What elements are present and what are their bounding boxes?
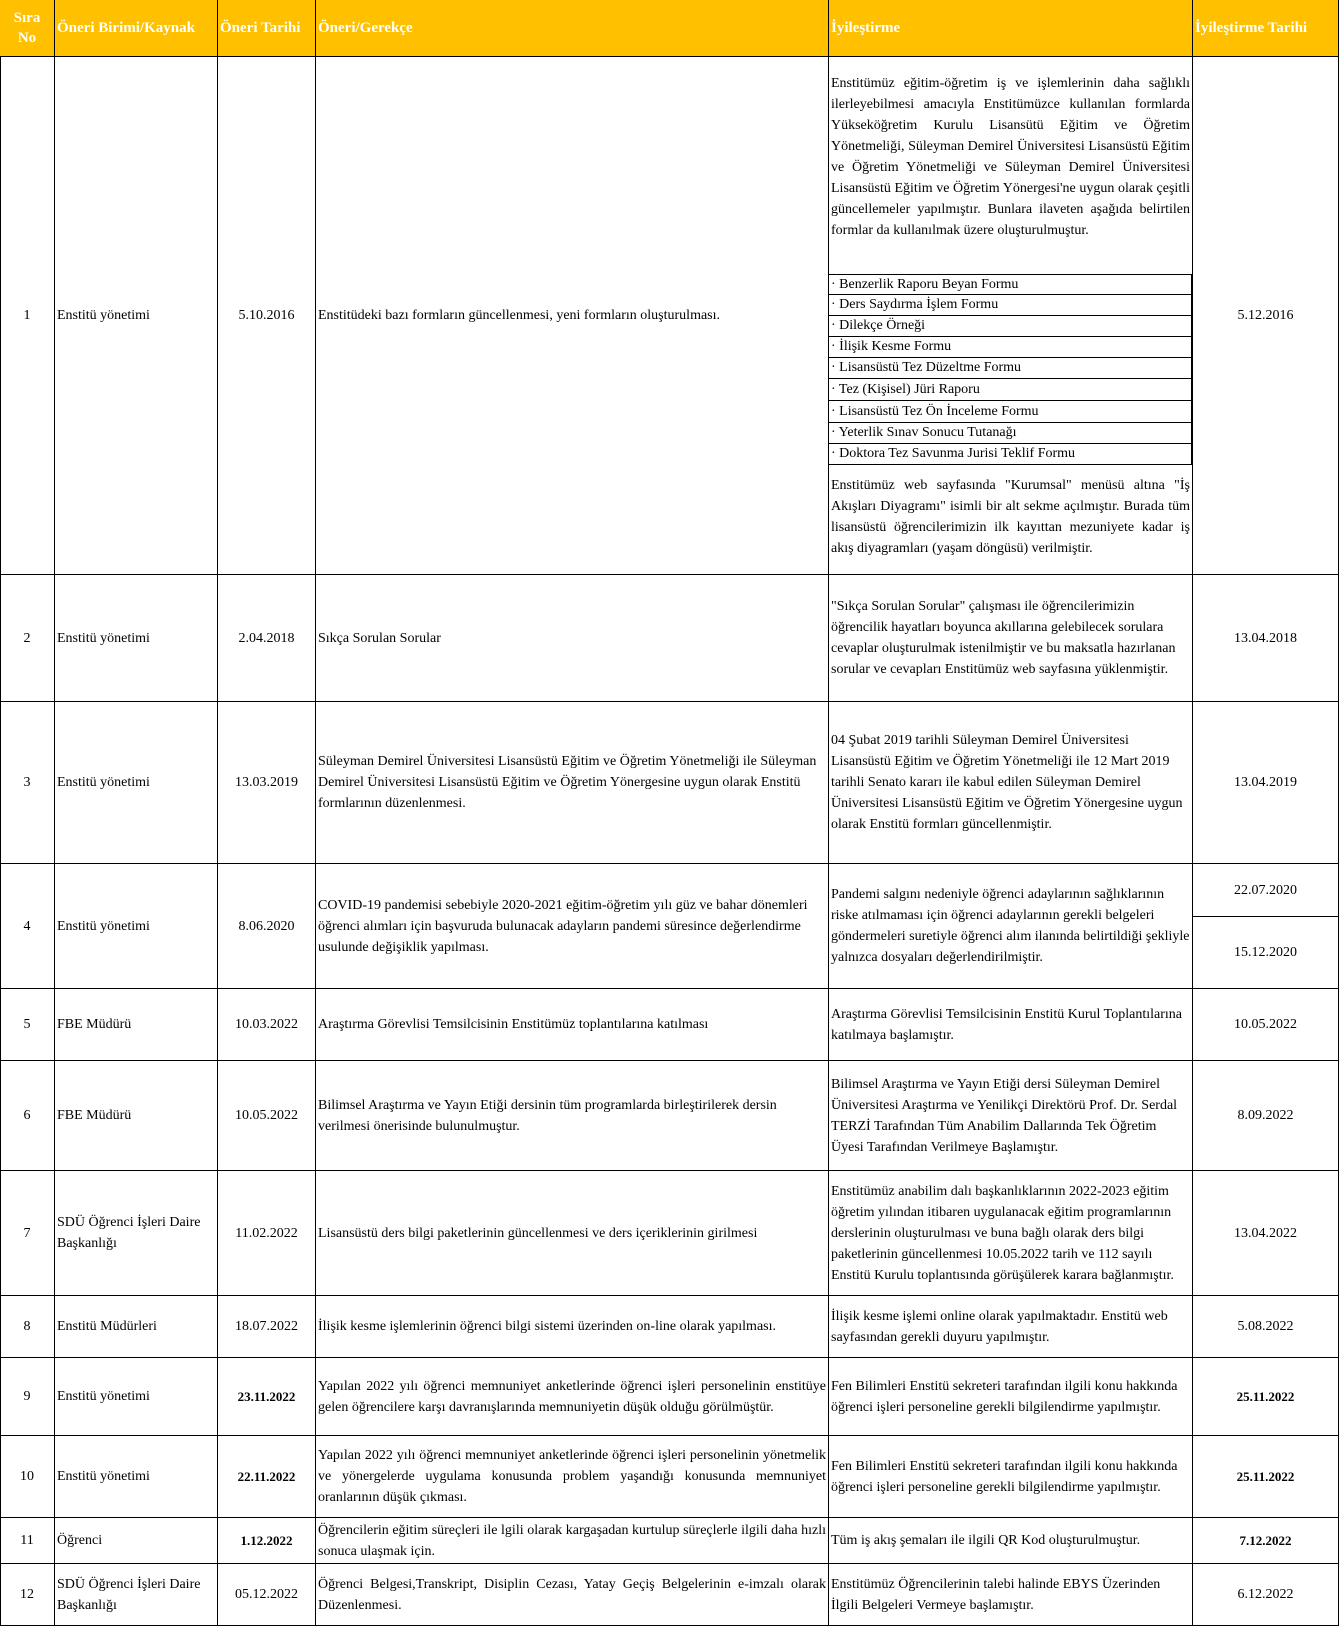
row3-proposal: Süleyman Demirel Üniversitesi Lisansüstü Eğitim ve Öğretim Yönetmeliği ile Süleyman Demirel Üniversitesi Lisansüstü Eğitim ve Öğretim Yönergesine uygun olarak Enstitü formlarının düzenlenmesi. [316, 702, 829, 864]
row7-imp-date: 13.04.2022 [1193, 1171, 1339, 1296]
form-item: · Yeterlik Sınav Sonucu Tutanağı [829, 423, 1192, 444]
form-item: · Dilekçe Örneği [829, 316, 1192, 337]
row6-date: 10.05.2022 [218, 1061, 316, 1171]
row11-improvement: Tüm iş akış şemaları ile ilgili QR Kod oluşturulmuştur. [829, 1518, 1193, 1564]
header-imp-date [1193, 0, 1339, 57]
row4-date: 8.06.2020 [218, 864, 316, 989]
row2-improvement: "Sıkça Sorulan Sorular" çalışması ile öğrencilerimizin öğrencilik hayatları boyunca akıllarına gelebilecek sorulara cevaplar oluşturulmak istenilmiştir ve bu maksatla hazırlanan sorular ve cevapları Enstitümüz web sayfasına yüklenmiştir. [829, 575, 1193, 702]
row1-improvement [829, 57, 1193, 575]
row1-unit: Enstitü yönetimi [55, 57, 218, 575]
header-date-label: Öneri Tarihi [220, 20, 301, 36]
row5-no: 5 [0, 989, 55, 1061]
row3-no: 3 [0, 702, 55, 864]
row6-no: 6 [0, 1061, 55, 1171]
row4-imp-date-2: 15.12.2020 [1193, 917, 1339, 989]
row10-no: 10 [0, 1436, 55, 1518]
row8-imp-date: 5.08.2022 [1193, 1296, 1339, 1358]
row6-improvement: Bilimsel Araştırma ve Yayın Etiği dersi Süleyman Demirel Üniversitesi Araştırma ve Yenilikçi Direktörü Prof. Dr. Serdal TERZİ Tarafından Tüm Anabilim Dallarında Tek Öğretim Üyesi Tarafından Verilmeye Başlamıştır. [829, 1061, 1193, 1171]
row2-no: 2 [0, 575, 55, 702]
form-item: · Lisansüstü Tez Düzeltme Formu [829, 358, 1192, 379]
form-item: · İlişik Kesme Formu [829, 337, 1192, 358]
row3-unit: Enstitü yönetimi [55, 702, 218, 864]
row1-date: 5.10.2016 [218, 57, 316, 575]
row1-improvement-outro: Enstitümüz web sayfasında "Kurumsal" menüsü altına "İş Akışları Diyagramı" isimli bir alt sekme açılmıştır. Burada tüm lisansüstü öğrencilerimizin ilk kayıttan mezuniyete kadar iş akış diyagramları (yaşam döngüsü) verilmiştir. [831, 478, 1190, 556]
row2-proposal: Sıkça Sorulan Sorular [316, 575, 829, 702]
row11-date: 1.12.2022 [218, 1518, 316, 1564]
row10-date: 22.11.2022 [218, 1436, 316, 1518]
form-item: · Benzerlik Raporu Beyan Formu [829, 274, 1192, 295]
row9-proposal: Yapılan 2022 yılı öğrenci memnuniyet anketlerinde öğrenci işleri personelinin enstitüye gelen öğrencilere karşı davranışlarında memnuniyetin düşük olduğu görülmüştür. [316, 1358, 829, 1436]
header-unit [55, 0, 218, 57]
header-no-label: Sıra No [13, 10, 41, 46]
row12-improvement: Enstitümüz Öğrencilerinin talebi halinde EBYS Üzerinden İlgili Belgeleri Vermeye başlamıştır. [829, 1564, 1193, 1626]
row10-imp-date: 25.11.2022 [1193, 1436, 1339, 1518]
row12-date: 05.12.2022 [218, 1564, 316, 1626]
row5-imp-date: 10.05.2022 [1193, 989, 1339, 1061]
form-item: · Lisansüstü Tez Ön İnceleme Formu [829, 401, 1192, 423]
row8-improvement: İlişik kesme işlemi online olarak yapılmaktadır. Enstitü web sayfasından gerekli duyuru yapılmıştır. [829, 1296, 1193, 1358]
row7-unit: SDÜ Öğrenci İşleri Daire Başkanlığı [55, 1171, 218, 1296]
row3-improvement: 04 Şubat 2019 tarihli Süleyman Demirel Üniversitesi Lisansüstü Eğitim ve Öğretim Yönetmeliği ile 12 Mart 2019 tarihli Senato kararı ile kabul edilen Süleyman Demirel Üniversitesi Lisansüstü Eğitim ve Öğretim Yönergesine uygun olarak Enstitü formları güncellenmiştir. [829, 702, 1193, 864]
row7-no: 7 [0, 1171, 55, 1296]
form-item: · Doktora Tez Savunma Jurisi Teklif Formu [829, 444, 1192, 465]
row12-proposal: Öğrenci Belgesi,Transkript, Disiplin Cezası, Yatay Geçiş Belgelerinin e-imzalı olarak Düzenlenmesi. [316, 1564, 829, 1626]
header-proposal-label: Öneri/Gerekçe [318, 20, 413, 36]
row5-improvement: Araştırma Görevlisi Temsilcisinin Enstitü Kurul Toplantılarına katılmaya başlamıştır. [829, 989, 1193, 1061]
row11-imp-date: 7.12.2022 [1193, 1518, 1339, 1564]
form-item: · Ders Saydırma İşlem Formu [829, 295, 1192, 316]
row8-proposal: İlişik kesme işlemlerinin öğrenci bilgi sistemi üzerinden on-line olarak yapılması. [316, 1296, 829, 1358]
row10-proposal: Yapılan 2022 yılı öğrenci memnuniyet anketlerinde öğrenci işleri personelinin yönetmelik ve yönergelerde uygulama konusunda problem yaşandığı konusunda memnuniyet oranlarının düşük çıkması. [316, 1436, 829, 1518]
row6-imp-date: 8.09.2022 [1193, 1061, 1339, 1171]
header-unit-label: Öneri Birimi/Kaynak [57, 20, 195, 36]
row6-unit: FBE Müdürü [55, 1061, 218, 1171]
row12-imp-date: 6.12.2022 [1193, 1564, 1339, 1626]
row10-unit: Enstitü yönetimi [55, 1436, 218, 1518]
row2-imp-date: 13.04.2018 [1193, 575, 1339, 702]
row10-improvement: Fen Bilimleri Enstitü sekreteri tarafından ilgili konu hakkında öğrenci işleri personeline gerekli bilgilendirme yapılmıştır. [829, 1436, 1193, 1518]
row7-improvement: Enstitümüz anabilim dalı başkanlıklarının 2022-2023 eğitim öğretim yılından itibaren uygulanacak eğitim programlarının derslerinin oluşturulması ve buna bağlı olarak ders bilgi paketlerinin güncellenmesi 10.05.2022 tarih ve 112 sayılı Enstitü Kurulu toplantısında görüşülerek karara bağlanmıştır. [829, 1171, 1193, 1296]
row4-no: 4 [0, 864, 55, 989]
row1-improvement-intro: Enstitümüz eğitim-öğretim iş ve işlemlerinin daha sağlıklı ilerleyebilmesi amacıyla Enstitümüzce kullanılan formlarda Yükseköğretim Kurulu Lisansütü Eğitim ve Öğretim Yönetmeliği, Süleyman Demirel Üniversitesi Lisansüstü Eğitim ve Öğretim Yönetmeliği ve Süleyman Demirel Üniversitesi Lisansüstü Eğitim ve Öğretim Yönergesi'ne uygun olarak çeşitli güncellemeler yapılmıştır. Bunlara ilaveten aşağıda belirtilen formlar da kullanılmak üzere oluşturulmuştur. [831, 76, 1190, 238]
row7-proposal: Lisansüstü ders bilgi paketlerinin güncellenmesi ve ders içeriklerinin girilmesi [316, 1171, 829, 1296]
row9-unit: Enstitü yönetimi [55, 1358, 218, 1436]
row4-improvement: Pandemi salgını nedeniyle öğrenci adaylarının sağlıklarının riske atılmaması için öğrenci adaylarının gerekli belgeleri göndermeleri suretiyle öğrenci alım ilanında belirtildiği şekliyle yalnızca dosyaları değerlendirilmiştir. [829, 864, 1193, 989]
row1-imp-date: 5.12.2016 [1193, 57, 1339, 575]
header-proposal [316, 0, 829, 57]
row2-date: 2.04.2018 [218, 575, 316, 702]
row9-imp-date: 25.11.2022 [1193, 1358, 1339, 1436]
row9-date: 23.11.2022 [218, 1358, 316, 1436]
row9-improvement: Fen Bilimleri Enstitü sekreteri tarafından ilgili konu hakkında öğrenci işleri personeline gerekli bilgilendirme yapılmıştır. [829, 1358, 1193, 1436]
row4-imp-date: 22.07.2020 [1193, 864, 1339, 917]
row8-no: 8 [0, 1296, 55, 1358]
header-improvement [829, 0, 1193, 57]
row5-date: 10.03.2022 [218, 989, 316, 1061]
row7-date: 11.02.2022 [218, 1171, 316, 1296]
row4-unit: Enstitü yönetimi [55, 864, 218, 989]
row1-proposal: Enstitüdeki bazı formların güncellenmesi, yeni formların oluşturulması. [316, 57, 829, 575]
row6-proposal: Bilimsel Araştırma ve Yayın Etiği dersinin tüm programlarda birleştirilerek dersin verilmesi önerisinde bulunulmuştur. [316, 1061, 829, 1171]
header-no [0, 0, 55, 57]
row12-unit: SDÜ Öğrenci İşleri Daire Başkanlığı [55, 1564, 218, 1626]
row2-unit: Enstitü yönetimi [55, 575, 218, 702]
row8-unit: Enstitü Müdürleri [55, 1296, 218, 1358]
row4-proposal: COVID-19 pandemisi sebebiyle 2020-2021 eğitim-öğretim yılı güz ve bahar dönemleri öğrenci alımları için başvuruda bulunacak adayların pandemi süresince değerlendirme usulunde değişiklik yapılması. [316, 864, 829, 989]
row9-no: 9 [0, 1358, 55, 1436]
row5-unit: FBE Müdürü [55, 989, 218, 1061]
row11-proposal: Öğrencilerin eğitim süreçleri ile lgili olarak kargaşadan kurtulup süreçlerle ilgili daha hızlı sonuca ulaşmak için. [316, 1518, 829, 1564]
form-item: · Tez (Kişisel) Jüri Raporu [829, 379, 1192, 401]
header-imp-date-label: İyileştirme Tarihi [1195, 20, 1308, 36]
header-date [218, 0, 316, 57]
row3-date: 13.03.2019 [218, 702, 316, 864]
row12-no: 12 [0, 1564, 55, 1626]
row8-date: 18.07.2022 [218, 1296, 316, 1358]
row11-no: 11 [0, 1518, 55, 1564]
row11-unit: Öğrenci [55, 1518, 218, 1564]
header-improvement-label: İyileştirme [831, 20, 901, 36]
row1-no: 1 [0, 57, 55, 575]
row5-proposal: Araştırma Görevlisi Temsilcisinin Enstitümüz toplantılarına katılması [316, 989, 829, 1061]
row3-imp-date: 13.04.2019 [1193, 702, 1339, 864]
